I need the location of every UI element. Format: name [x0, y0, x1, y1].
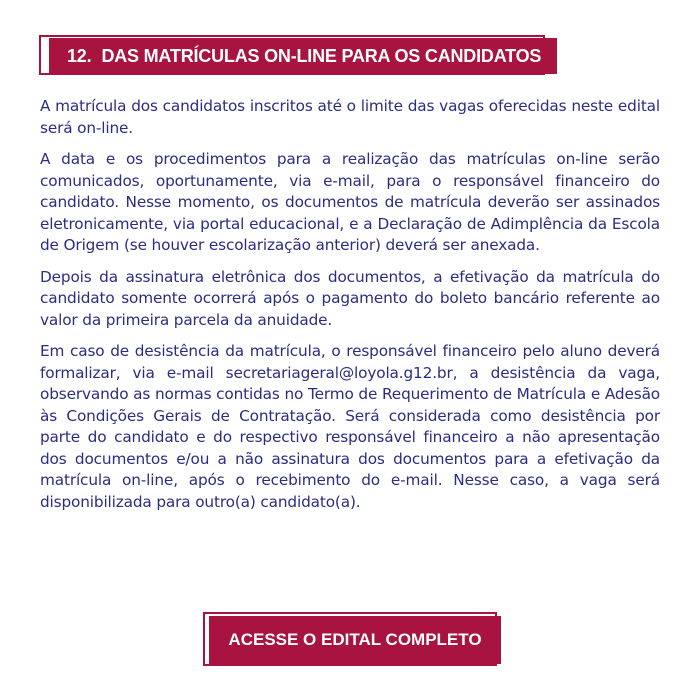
section-body	[40, 96, 660, 523]
full-edital-button[interactable]	[209, 616, 501, 664]
full-edital-button-label: ACESSE O EDITAL COMPLETO	[228, 630, 482, 649]
section-title: DAS MATRÍCULAS ON-LINE PARA OS CANDIDATOS	[101, 45, 542, 66]
paragraph-procedures: A data e os procedimentos para a realização das matrículas on-line serão comunicados, oportunamente, via e-mail, para o responsável financeiro do candidato. Nesse momento, os documentos de matrícula deverão ser assinados eletronicamente, via portal educacional, e a Declaração de Adimplência da Escola de Origem (se houver escolarização anterior) deverá ser anexada.	[40, 150, 660, 254]
paragraph-withdrawal: Em caso de desistência da matrícula, o responsável financeiro pelo aluno deverá formalizar, via e-mail secretariageral@loyola.g12.br, a desistência da vaga, observando as normas contidas no Termo de Requerimento de Matrícula e Adesão às Condições Gerais de Contratação. Será considerada como desistência por parte do candidato e do respectivo responsável financeiro a não apresentação dos documentos e/ou a não assinatura dos documentos para a efetivação da matrícula on-line, após o recebimento do e-mail. Nesse caso, a vaga será disponibilizada para outro(a) candidato(a).	[40, 342, 660, 511]
section-header-banner	[49, 38, 557, 74]
paragraph-enrollment-online: A matrícula dos candidatos inscritos até o limite das vagas oferecidas neste edital será on-line.	[40, 97, 660, 137]
section-header	[39, 35, 555, 78]
paragraph-payment: Depois da assinatura eletrônica dos documentos, a efetivação da matrícula do candidato somente ocorrerá após o pagamento do boleto bancário referente ao valor da primeira parcela da anuidade.	[40, 267, 660, 329]
edital-cta	[203, 612, 507, 669]
section-number: 12.	[67, 45, 92, 66]
